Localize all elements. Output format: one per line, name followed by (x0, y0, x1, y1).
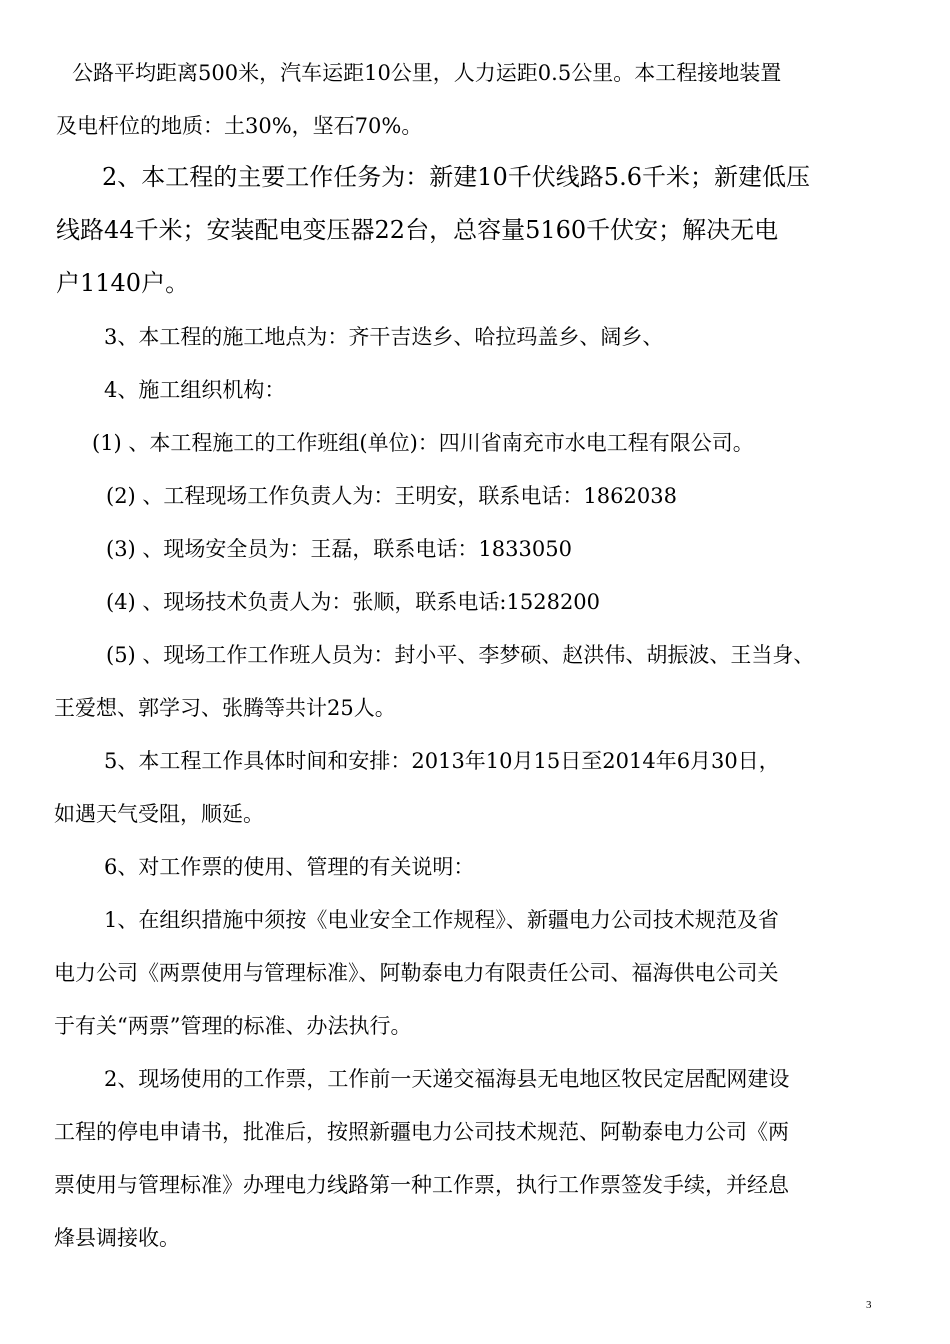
paragraph-line: 4、施工组织机构： (104, 378, 286, 402)
paragraph-line: 票使用与管理标准》办理电力线路第一种工作票，执行工作票签发手续，并经息 (54, 1173, 789, 1197)
paragraph-line: 及电杆位的地质：土30%，坚石70%。 (56, 114, 423, 138)
paragraph-line: 户1140户。 (56, 269, 190, 297)
paragraph-line: 2、本工程的主要工作任务为：新建10千伏线路5.6千米；新建低压 (102, 163, 810, 191)
paragraph-line: (2) 、工程现场工作负责人为：王明安，联系电话：1862038 (106, 484, 677, 508)
paragraph-line: 3、本工程的施工地点为：齐干吉迭乡、哈拉玛盖乡、阔乡、 (104, 325, 664, 349)
paragraph-line: (4) 、现场技术负责人为：张顺，联系电话:1528200 (106, 590, 601, 614)
paragraph-line: 王爱想、郭学习、张腾等共计25人。 (54, 696, 396, 720)
paragraph-line: 烽县调接收。 (54, 1226, 180, 1250)
paragraph-line: 工程的停电申请书，批准后，按照新疆电力公司技术规范、阿勒泰电力公司《两 (54, 1120, 789, 1144)
paragraph-line: 电力公司《两票使用与管理标准》、阿勒泰电力有限责任公司、福海供电公司关 (54, 961, 779, 985)
paragraph-line: (1) 、本工程施工的工作班组(单位)：四川省南充市水电工程有限公司。 (92, 431, 754, 455)
paragraph-line: (5) 、现场工作工作班人员为：封小平、李梦硕、赵洪伟、胡振波、王当身、 (106, 643, 815, 667)
page-number: 3 (866, 1299, 872, 1311)
paragraph-line: 公路平均距离500米，汽车运距10公里，人力运距0.5公里。本工程接地装置 (72, 61, 782, 85)
paragraph-line: (3) 、现场安全员为：王磊，联系电话：1833050 (106, 537, 572, 561)
paragraph-line: 2、现场使用的工作票，工作前一天递交福海县无电地区牧民定居配网建设 (104, 1067, 790, 1091)
paragraph-line: 如遇天气受阻，顺延。 (54, 802, 264, 826)
paragraph-line: 6、对工作票的使用、管理的有关说明： (104, 855, 475, 879)
paragraph-line: 1、在组织措施中须按《电业安全工作规程》、新疆电力公司技术规范及省 (104, 908, 779, 932)
paragraph-line: 5、本工程工作具体时间和安排：2013年10月15日至2014年6月30日， (104, 749, 780, 773)
paragraph-line: 于有关“两票”管理的标准、办法执行。 (54, 1014, 412, 1038)
paragraph-line: 线路44千米；安装配电变压器22台，总容量5160千伏安；解决无电 (56, 216, 779, 244)
